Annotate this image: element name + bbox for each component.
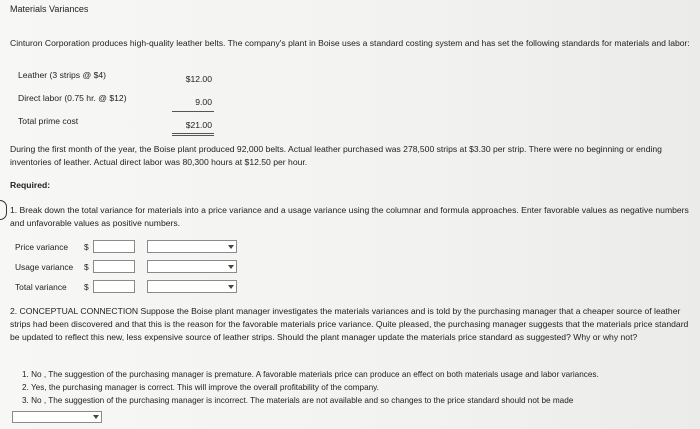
chevron-down-icon (228, 265, 234, 269)
total-variance-type-select[interactable] (147, 280, 237, 293)
total-rule-1 (172, 133, 214, 134)
total-variance-input[interactable] (93, 280, 135, 293)
intro-text: Cinturon Corporation produces high-quality leather belts. The company's plant in Boise uses a standard costing system and has set the following standards for materials and labor: (10, 38, 690, 48)
question-2-text: 2. CONCEPTUAL CONNECTION Suppose the Boise plant manager investigates the materials variances and is told by the purchasing manager that a cheaper source of leather strips had been discovered and that this is the reason for the favorable materials price variance. Quite pleased, the purchasing manager suggests that the materials price standard be updated to reflect this new, less expensive source of leather strips. Should the plant manager update the materials price standard as suggested? Why or why not? (10, 306, 689, 342)
standard-value-labor: 9.00 (195, 97, 212, 107)
price-variance-dollar: $ (84, 242, 89, 252)
usage-variance-label: Usage variance (15, 262, 74, 272)
answer-select[interactable] (12, 411, 102, 423)
usage-variance-type-select[interactable] (147, 260, 237, 273)
usage-variance-input[interactable] (93, 260, 135, 273)
required-heading: Required: (10, 180, 51, 190)
subtotal-rule (172, 111, 214, 112)
option-3: 3. No , The suggestion of the purchasing manager is incorrect. The materials are not available and so changes to the price standard should not be made (22, 396, 574, 405)
production-data-text: During the first month of the year, the Boise plant produced 92,000 belts. Actual leather purchased was 278,500 strips at $3.30 per strip. There were no beginning or ending inventories of leather. Actual direct labor was 80,300 hours at $12.50 per hour. (10, 144, 662, 167)
price-variance-input[interactable] (93, 240, 135, 253)
total-rule-2 (172, 135, 214, 136)
standard-label-labor: Direct labor (0.75 hr. @ $12) (18, 93, 127, 103)
standard-label-total: Total prime cost (18, 116, 79, 126)
question-1-text: 1. Break down the total variance for materials into a price variance and a usage variance using the columnar and formula approaches. Enter favorable values as negative numbers and unfavorable values as positive numbers. (10, 205, 689, 228)
price-variance-type-select[interactable] (147, 240, 237, 253)
chevron-down-icon (228, 245, 234, 249)
usage-variance-dollar: $ (84, 262, 89, 272)
total-variance-dollar: $ (84, 282, 89, 292)
option-2: 2. Yes, the purchasing manager is correct. This will improve the overall profitability of the company. (22, 383, 379, 392)
standard-value-leather: $12.00 (185, 74, 212, 84)
chevron-down-icon (228, 285, 234, 289)
page-title: Materials Variances (10, 4, 89, 14)
option-1: 1. No , The suggestion of the purchasing manager is premature. A favorable materials price can produce an effect on both materials usage and labor variances. (22, 370, 599, 379)
standard-label-leather: Leather (3 strips @ $4) (18, 70, 107, 80)
standard-value-total: $21.00 (185, 120, 212, 130)
chevron-down-icon (93, 415, 99, 419)
price-variance-label: Price variance (15, 242, 69, 252)
total-variance-label: Total variance (15, 282, 67, 292)
question-marker-icon (0, 200, 7, 220)
